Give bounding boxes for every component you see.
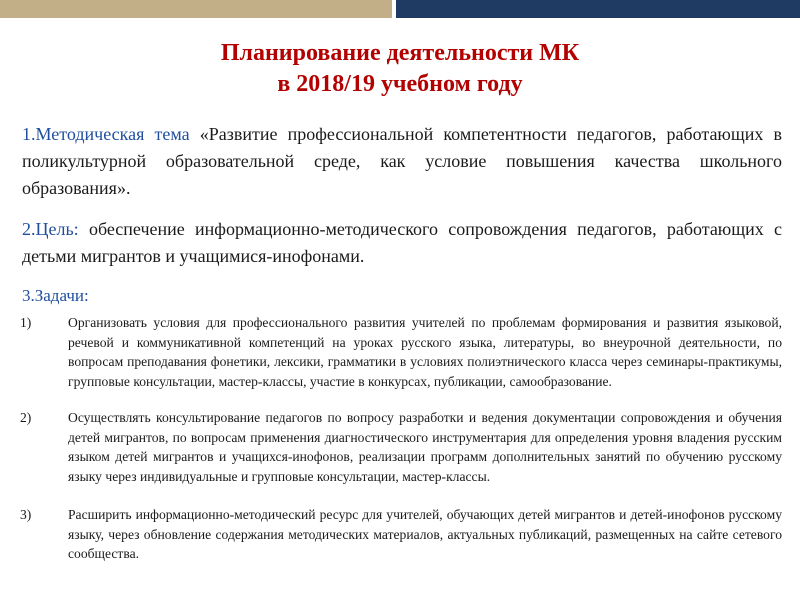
task-number-2: 2) <box>20 410 32 425</box>
top-bar-tan-segment <box>0 0 392 18</box>
slide-title-line-1: Планирование деятельности МК <box>220 40 580 66</box>
task-text-2: Осуществлять консультирование педагогов по вопросу разработки и ведения документации сопровождения и обучения детей мигрантов, по вопросам применения диагностического инструментария для определения уровня владения русским языком детей мигрантов и учащихся-инофонов, реализации программ дополнительных занятий по обучению русскому языку через индивидуальные и групповые консультации, мастер-классы. <box>68 410 782 484</box>
methodical-theme <box>22 121 782 202</box>
methodical-theme-text: «Развитие профессиональной компетентности педагогов, работающих в поликультурной образовательной среде, как условие повышения качества школьного образования». <box>22 124 783 198</box>
task-number-3: 3) <box>20 507 32 522</box>
task-text-3: Расширить информационно-методический ресурс для учителей, обучающих детей мигрантов и детей-инофонов русскому языку, через обновление содержания методических материалов, актуальных публикаций, размещенных на сайте сетевого сообщества. <box>68 507 782 561</box>
task-number-1: 1) <box>20 315 32 330</box>
methodical-theme-label: 1.Методическая тема <box>22 124 190 144</box>
task-item-3 <box>20 505 782 564</box>
goal-text: обеспечение информационно-методического сопровождения педагогов, работающих с детьми мигрантов и учащимися-инофонами. <box>22 219 782 266</box>
goal-section <box>22 216 782 270</box>
tasks-heading: 3.Задачи: <box>22 286 89 305</box>
task-item-2 <box>20 408 782 486</box>
top-bar-navy-segment <box>396 0 800 18</box>
top-decorative-bar <box>0 0 800 18</box>
slide-title-line-2: в 2018/19 учебном году <box>277 71 523 97</box>
task-item-1 <box>20 313 782 391</box>
slide-title <box>0 38 800 100</box>
goal-label: 2.Цель: <box>22 219 79 239</box>
task-text-1: Организовать условия для профессионального развития учителей по проблемам формирования и развития языковой, речевой и коммуникативной компетенций на уроках русского языка, литературы, во внеурочной деятельности, по вопросам преподавания фонетики, лексики, грамматики в условиях полиэтнического класса через семинары-практикумы, групповые консультации, мастер-классы, участие в конкурсах, публикации, самообразование. <box>68 315 782 389</box>
